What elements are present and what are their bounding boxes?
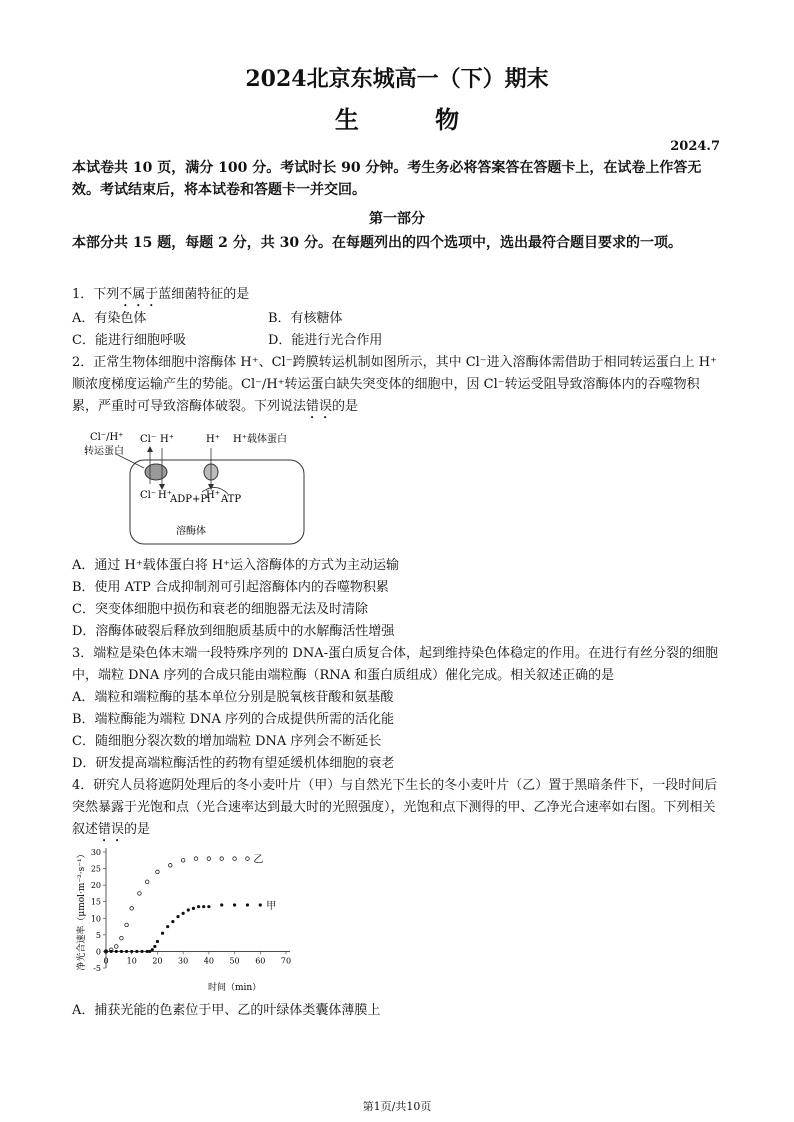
data-point-jia [182,912,185,915]
y-tick-label: 15 [90,897,101,907]
y-tick-label: 20 [90,881,101,891]
q2-option-b[interactable]: B．使用 ATP 合成抑制剂可引起溶酶体内的吞噬物积累 [72,580,389,595]
x-tick-label: 0 [103,956,109,966]
bottom-h-label: H⁺ [158,490,172,501]
photosynthesis-rate-chart [74,842,314,994]
data-point-jia [104,950,107,953]
organelle-label: 溶酶体 [176,526,206,537]
x-tick-label: 30 [178,956,189,966]
data-point-jia [156,940,159,943]
data-point-jia [110,950,113,953]
lysosome-diagram [78,428,318,548]
q3-option-b[interactable]: B．端粒酶能为端粒 DNA 序列的合成提供所需的活化能 [72,712,395,727]
data-point-yi [130,907,134,911]
data-point-jia [140,950,143,953]
data-point-yi [194,857,198,861]
q4-option-a[interactable]: A．捕获光能的色素位于甲、乙的叶绿体类囊体薄膜上 [72,1003,381,1018]
data-point-jia [135,950,138,953]
q2-stem-emphasis: 错误 [306,399,333,414]
data-point-yi [145,880,149,884]
y-tick-label: 5 [95,930,101,940]
exam-date: 2024.7 [670,139,720,154]
data-point-jia [192,907,195,910]
data-point-yi [233,857,237,861]
top-cl-label: Cl⁻ [140,434,157,445]
y-tick-label: 0 [95,947,101,957]
x-tick-label: 40 [203,956,214,966]
x-tick-label: 70 [280,956,292,966]
data-point-jia [151,948,154,951]
x-tick-label: 50 [229,956,240,966]
y-tick-label: 10 [90,914,101,924]
q1-option-c[interactable]: C．能进行细胞呼吸 [72,333,186,348]
data-point-jia [233,903,236,906]
q1-option-d[interactable]: D．能进行光合作用 [268,333,383,348]
data-point-yi [138,892,142,896]
q2-option-a[interactable]: A．通过 H⁺载体蛋白将 H⁺运入溶酶体的方式为主动运输 [72,558,400,573]
data-point-jia [153,945,156,948]
q1-stem-emphasis: 不属于 [119,287,159,302]
data-point-jia [246,903,249,906]
chart-ticks [91,848,291,973]
data-point-jia [176,915,179,918]
data-point-yi [168,863,172,867]
data-point-yi [181,858,185,862]
x-tick-label: 10 [126,956,137,966]
q3-option-c[interactable]: C．随细胞分裂次数的增加端粒 DNA 序列会不断延长 [72,734,382,749]
page-footer: 第1页/共10页 [362,1100,432,1113]
data-point-yi [207,857,211,861]
data-point-jia [202,905,205,908]
section-note: 本部分共 15 题，每题 2 分，共 30 分。在每题列出的四个选项中，选出最符合题目要求的一项。 [72,235,682,251]
q4-stem-post: 的是 [124,822,151,837]
data-point-yi [125,923,129,927]
data-point-yi [220,857,224,861]
series-label-yi: 乙 [253,854,264,866]
data-point-jia [125,950,128,953]
data-point-jia [161,932,164,935]
top-h-label: H⁺ [160,434,174,445]
h-in-label: H⁺ [206,490,220,501]
transporter-label-1: Cl⁻/H⁺ [90,432,124,443]
data-point-jia [187,908,190,911]
exam-title: 2024北京东城高一（下）期末 [245,66,549,92]
data-point-jia [197,905,200,908]
y-tick-label: -5 [93,964,101,973]
section-title: 第一部分 [369,211,425,227]
data-point-yi [114,945,118,949]
data-point-yi [120,936,124,940]
data-point-jia [259,903,262,906]
data-point-yi [156,870,160,874]
data-point-yi [246,857,250,861]
data-point-jia [207,905,210,908]
transporter-label-2: 转运蛋白 [84,446,124,457]
subject-title: 生 物 [334,105,494,134]
top-h2-label: H⁺ [206,434,220,445]
q1-option-b[interactable]: B．有核糖体 [268,311,343,326]
x-tick-label: 60 [255,956,266,966]
y-axis-label: 净光合速率（μmol·m⁻²·s⁻¹） [77,849,87,971]
y-tick-label: 25 [90,864,101,874]
data-point-jia [220,903,223,906]
chart-marks [104,857,262,953]
y-tick-label: 30 [90,848,101,857]
q3-option-d[interactable]: D．研发提高端粒酶活性的药物有望延缓机体细胞的衰老 [72,756,395,771]
question-3-stem: 3．端粒是染色体末端一段特殊序列的 DNA-蛋白质复合体，起到维持染色体稳定的作用。在进行有丝分裂的细胞中，端粒 DNA 序列的合成只能由端粒酶（RNA 和蛋白质组成）催化完成。相关叙述正确的是 [72,646,718,683]
cl-arrowhead [147,446,153,452]
exam-instructions: 本试卷共 10 页，满分 100 分。考试时长 90 分钟。考生务必将答案答在答题卡上，在试卷上作答无效。考试结束后，将本试卷和答题卡一并交回。 [72,160,702,198]
question-2-stem [72,352,724,422]
q1-option-a[interactable]: A．有染色体 [72,311,147,326]
atp-label: ATP [221,494,242,505]
question-1-stem [72,284,724,310]
q4-stem-pre: 4．研究人员将遮阴处理后的冬小麦叶片（甲）与自然光下生长的冬小麦叶片（乙）置于黑暗条件下，一段时间后突然暴露于光饱和点（光合速率达到最大时的光照强度），光饱和点下测得的甲、乙净光合速率如右图。下列相关叙述 [72,778,718,837]
data-point-jia [130,950,133,953]
adp-label: ADP+Pi [170,494,211,505]
question-4-stem [72,775,724,845]
q1-stem-post: 蓝细菌特征的是 [158,287,250,302]
data-point-jia [120,950,123,953]
q3-option-a[interactable]: A．端粒和端粒酶的基本单位分别是脱氧核苷酸和氨基酸 [72,690,394,705]
q2-option-c[interactable]: C．突变体细胞中损伤和衰老的细胞器无法及时清除 [72,602,368,617]
carrier-label: H⁺载体蛋白 [233,434,287,445]
q2-stem-pre: 2．正常生物体细胞中溶酶体 H⁺、Cl⁻跨膜转运机制如图所示，其中 Cl⁻进入溶酶体需借助于相同转运蛋白上 H⁺顺浓度梯度运输产生的势能。Cl⁻/H⁺转运蛋白缺失突变体的细胞中，因 Cl⁻转运受阻导致溶酶体内的吞噬物积累，严重时可导致溶酶体破裂。下列说法 [72,355,717,414]
cl-h-transporter [145,464,167,480]
data-point-jia [166,925,169,928]
q4-stem-emphasis: 错误 [98,822,125,837]
q2-stem-post: 的是 [332,399,359,414]
q1-stem-pre: 1．下列 [72,287,120,302]
bottom-cl-label: Cl⁻ [140,490,157,501]
x-axis-label: 时间（min） [207,983,262,993]
data-point-jia [171,920,174,923]
series-label-jia: 甲 [266,901,277,913]
data-point-jia [115,950,118,953]
q2-option-d[interactable]: D．溶酶体破裂后释放到细胞质基质中的水解酶活性增强 [72,624,395,639]
x-tick-label: 20 [152,956,163,966]
